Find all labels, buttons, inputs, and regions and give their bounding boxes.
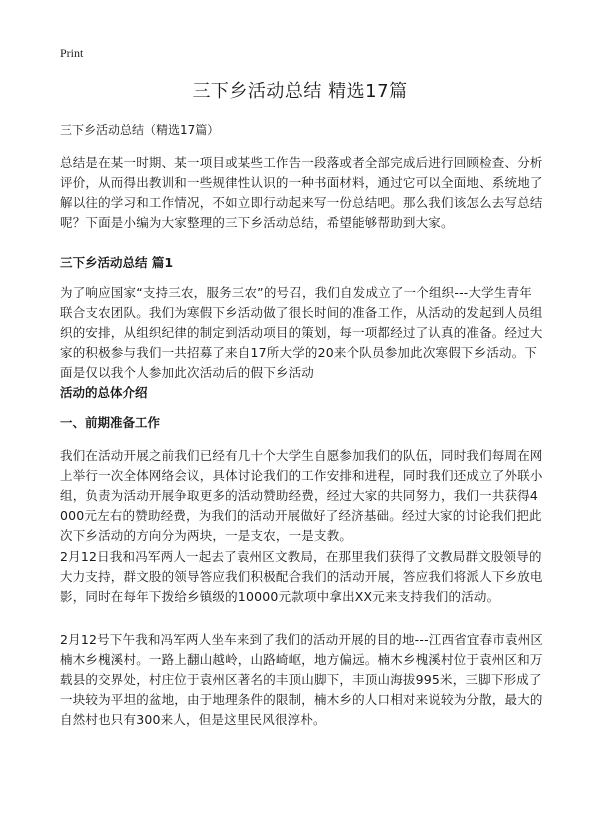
prep-paragraph-1: 我们在活动开展之前我们已经有几十个大学生自愿参加我们的队伍，同时我们每周在网上举行一次全体网络会议，具体讨论我们的工作安排和进程，同时我们还成立了外联小组，负责为活动开展争取更多的活动赞助经费，经过大家的共同努力，我们一共获得4000元左右的赞助经费，为我们的活动开展做好了经济基础。经过大家的讨论我们把此次下乡活动的方向分为两块，一是支农，一是支教。 bbox=[60, 448, 543, 543]
page-title: 三下乡活动总结 精选17篇 bbox=[192, 81, 408, 102]
prep-work-heading: 一、前期准备工作 bbox=[60, 415, 161, 430]
intro-paragraph: 总结是在某一时期、某一项目或某些工作告一段落或者全部完成后进行回顾检查、分析评价，从而得出教训和一些规律性认识的一种书面材料，通过它可以全面地、系统地了解以往的学习和工作情况，不如立即行动起来写一份总结吧。那么我们该怎么去写总结呢？下面是小编为大家整理的三下乡活动总结，希望能够帮助到大家。 bbox=[60, 155, 543, 230]
document-subtitle: 三下乡活动总结（精选17篇） bbox=[60, 123, 220, 137]
prep-paragraph-2: 2月12日我和冯军两人一起去了袁州区文教局，在那里我们获得了文教局群文股领导的大力支持，群文股的领导答应我们积极配合我们的活动开展，答应我们将派人下乡放电影，同时在每年下拨给乡镇级的10000元款项中拿出XX元来支持我们的活动。 bbox=[60, 549, 543, 604]
prep-paragraph-3: 2月12号下午我和冯军两人坐车来到了我们的活动开展的目的地---江西省宜春市袁州区楠木乡槐溪村。一路上翻山越岭，山路崎岖，地方偏远。楠木乡槐溪村位于袁州区和万载县的交界处，村庄位于袁州区著名的丰顶山脚下，丰顶山海拔995米，三脚下形成了一块较为平坦的盆地，由于地理条件的限制，楠木乡的人口相对来说较为分散，最大的自然村也只有300来人，但是这里民风很淳朴。 bbox=[60, 632, 544, 727]
section-heading-pian1: 三下乡活动总结 篇1 bbox=[60, 255, 174, 270]
overall-intro-heading: 活动的总体介绍 bbox=[60, 385, 148, 400]
section1-paragraph: 为了响应国家“支持三农，服务三农”的号召，我们自发成立了一个组织---大学生青年联合支农团队。我们为寒假下乡活动做了很长时间的准备工作，从活动的发起到人员组织的安排，从组织纪律的制定到活动项目的策划，每一项都经过了认真的准备。经过大家的积极参与我们一共招募了来自17所大学的20来个队员参加此次寒假下乡活动。下面是仅以我个人参加此次活动后的假下乡活动 bbox=[60, 285, 543, 380]
print-label: Print bbox=[60, 46, 84, 60]
